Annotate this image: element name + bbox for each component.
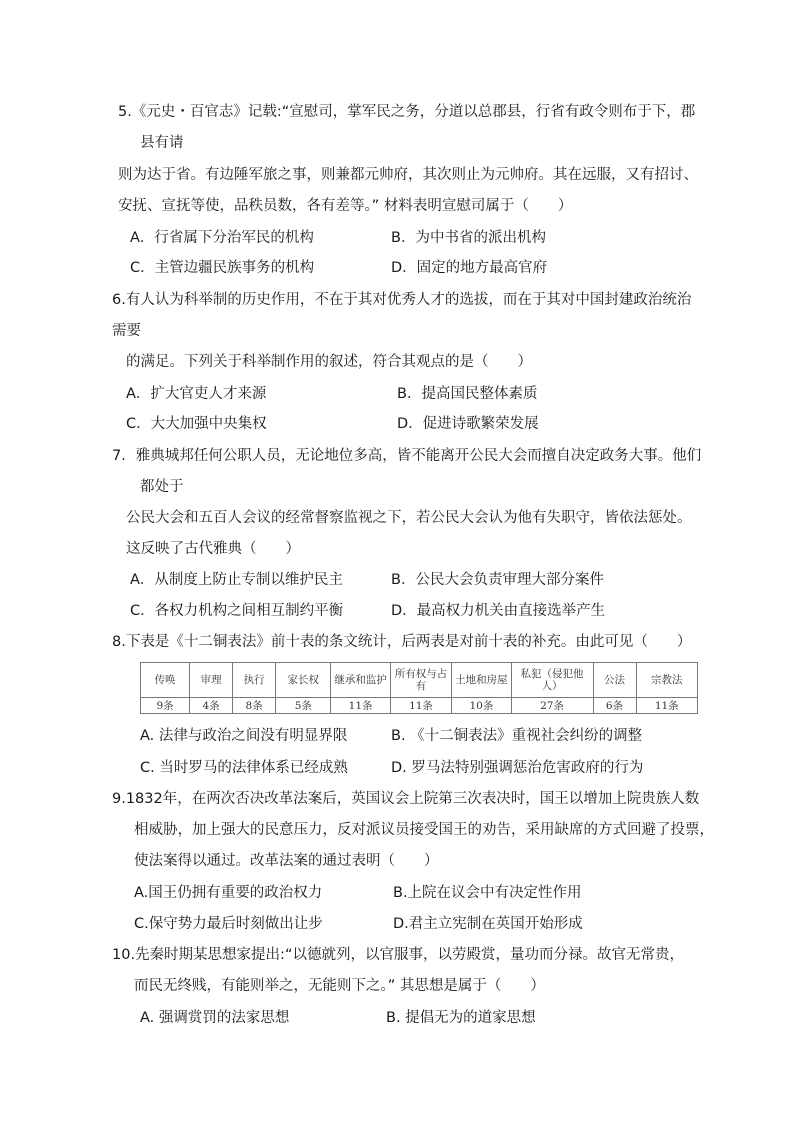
- table-header-cell: 公法: [593, 663, 636, 698]
- q10-option-a: A. 强调赏罚的法家思想: [140, 1010, 290, 1026]
- q7-stem-line1: 7．雅典城邦任何公职人员，无论地位多高，皆不能离开公民大会而擅自决定政务大事。他们: [112, 448, 702, 464]
- q8-stem-line1: 8.下表是《十二铜表法》前十表的条文统计，后两表是对前十表的补充。由此可见（ ）: [112, 634, 692, 650]
- table-value-cell: 4条: [190, 698, 233, 714]
- table-header-cell: 执行: [233, 663, 276, 698]
- q5-stem-line1: 5.《元史・百官志》记载:“宣慰司，掌军民之务，分道以总郡县，行省有政令则布于下，郡: [118, 104, 696, 120]
- q9-stem-line3: 使法案得以通过。改革法案的通过表明（ ）: [134, 853, 439, 869]
- q7-stem-line4: 这反映了古代雅典（ ）: [126, 541, 300, 557]
- q6-option-c: C．大大加强中央集权: [126, 416, 267, 432]
- q9-option-a: A.国王仍拥有重要的政治权力: [134, 885, 323, 901]
- q5-option-a: A．行省属下分治军民的机构: [130, 230, 314, 246]
- table-value-row: [141, 698, 698, 714]
- table-header-cell: 审理: [190, 663, 233, 698]
- q5-stem-line2: 县有请: [140, 135, 184, 151]
- q5-stem-line3: 则为达于省。有边陲军旅之事，则兼都元帅府，其次则止为元帅府。其在远服，又有招讨、: [118, 167, 698, 183]
- q7-option-c: C．各权力机构之间相互制约平衡: [130, 603, 344, 619]
- table-value-cell: 8条: [233, 698, 276, 714]
- q6-stem-line3: 的满足。下列关于科举制作用的叙述，符合其观点的是（ ）: [126, 354, 532, 370]
- q10-option-b: B. 提倡无为的道家思想: [386, 1010, 536, 1026]
- q8-option-a: A. 法律与政治之间没有明显界限: [140, 728, 348, 744]
- table-value-cell: 11条: [331, 698, 390, 714]
- table-header-cell: 家长权: [276, 663, 331, 698]
- table-header-cell: 私犯（侵犯他人）: [511, 663, 593, 698]
- q5-option-d: D．固定的地方最高官府: [391, 260, 548, 276]
- q9-stem-line2: 相威胁，加上强大的民意压力，反对派议员接受国王的劝告，采用缺席的方式回避了投票，: [134, 822, 714, 838]
- q7-option-d: D．最高权力机关由直接选举产生: [391, 603, 606, 619]
- q9-option-d: D.君主立宪制在英国开始形成: [393, 916, 583, 932]
- q9-stem-line1: 9.1832年，在两次否决改革法案后，英国议会上院第三次表决时，国王以增加上院贵族人数: [112, 791, 700, 807]
- q8-option-b: B. 《十二铜表法》重视社会纠纷的调整: [391, 728, 643, 744]
- q9-option-b: B.上院在议会中有决定性作用: [393, 885, 582, 901]
- q8-option-c: C. 当时罗马的法律体系已经成熟: [140, 760, 348, 776]
- table-value-cell: 5条: [276, 698, 331, 714]
- q6-option-a: A．扩大官吏人才来源: [126, 386, 267, 402]
- table-header-cell: 宗教法: [636, 663, 698, 698]
- q5-stem-line4: 安抚、宣抚等使，品秩员数，各有差等。” 材料表明宣慰司属于（ ）: [118, 198, 573, 214]
- q6-stem-line1: 6.有人认为科举制的历史作用，不在于其对优秀人才的选拔，而在于其对中国封建政治统治: [112, 292, 692, 308]
- q7-option-a: A．从制度上防止专制以维护民主: [130, 572, 343, 588]
- table-header-row: [141, 663, 698, 698]
- q6-stem-line2: 需要: [112, 323, 141, 339]
- q5-option-b: B．为中书省的派出机构: [391, 230, 546, 246]
- twelve-tables-statistics-table: [140, 662, 698, 714]
- table-header-cell: 所有权与占有: [390, 663, 451, 698]
- q7-stem-line2: 都处于: [140, 479, 184, 495]
- q9-option-c: C.保守势力最后时刻做出让步: [134, 916, 323, 932]
- table-value-cell: 11条: [390, 698, 451, 714]
- table-value-cell: 10条: [452, 698, 511, 714]
- table-header-cell: 继承和监护: [331, 663, 390, 698]
- q5-option-c: C．主管边疆民族事务的机构: [130, 260, 315, 276]
- table-value-cell: 27条: [511, 698, 593, 714]
- table-header-cell: 传唤: [141, 663, 190, 698]
- q8-option-d: D. 罗马法特别强调惩治危害政府的行为: [391, 760, 644, 776]
- q6-option-b: B．提高国民整体素质: [397, 386, 538, 402]
- q6-option-d: D．促进诗歌繁荣发展: [397, 416, 539, 432]
- table-value-cell: 9条: [141, 698, 190, 714]
- q10-stem-line2: 而民无终贱，有能则举之，无能则下之。” 其思想是属于（ ）: [134, 978, 545, 994]
- q10-stem-line1: 10.先秦时期某思想家提出:“以德就列，以官服事，以劳殿赏，量功而分禄。故官无常贵，: [112, 947, 684, 963]
- q7-stem-line3: 公民大会和五百人会议的经常督察监视之下，若公民大会认为他有失职守，皆依法惩处。: [126, 510, 692, 526]
- table-value-cell: 6条: [593, 698, 636, 714]
- table-header-cell: 土地和房屋: [452, 663, 511, 698]
- q7-option-b: B．公民大会负责审理大部分案件: [391, 572, 604, 588]
- table-value-cell: 11条: [636, 698, 698, 714]
